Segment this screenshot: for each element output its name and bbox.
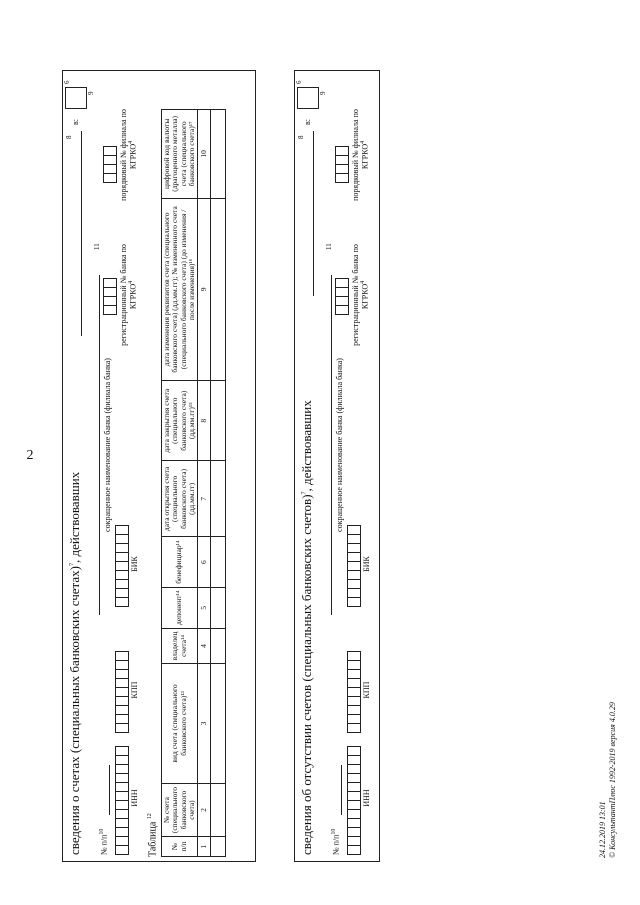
note-6: 6 xyxy=(63,80,71,84)
bik-cells[interactable] xyxy=(115,525,129,607)
table-cell[interactable] xyxy=(211,461,226,537)
column-number: 10 xyxy=(198,110,211,199)
bik-label: БИК xyxy=(130,556,139,572)
column-number: 9 xyxy=(198,198,211,380)
header-cell: бенефициар¹⁴ xyxy=(162,537,198,587)
column-number: 7 xyxy=(198,461,211,537)
kpp-label: КПП xyxy=(130,681,139,699)
note-8: 8 xyxy=(297,135,305,139)
branch-number-label: порядковый № филиала по КГРКО$^4$ xyxy=(119,109,138,201)
header-cell: депонент¹⁴ xyxy=(162,587,198,628)
bank-name-label: сокращенное наименование банка (филиала банка) xyxy=(335,358,344,532)
inn-cells[interactable] xyxy=(347,746,361,855)
note-6: 6 xyxy=(295,80,303,84)
date-box[interactable] xyxy=(65,87,87,109)
column-number: 2 xyxy=(198,783,211,836)
section-no-accounts-heading: сведения об отсутствии счетов (специальных банковских счетов)$^7$, действовавших xyxy=(299,400,314,855)
header-cell: № счета (специального банковского счета) xyxy=(162,783,198,836)
table-row xyxy=(211,110,226,857)
table-cell[interactable] xyxy=(211,198,226,380)
table-header-row xyxy=(162,110,198,857)
note-9: 9 xyxy=(87,91,95,95)
inn-label: ИНН xyxy=(130,789,139,807)
inn-label: ИНН xyxy=(362,789,371,807)
inn-cells[interactable] xyxy=(115,746,129,855)
reg-number-cells[interactable] xyxy=(335,278,349,315)
header-cell: дата изменения реквизитов счета (специального банковского счета) (дд.мм.гг); № измененного счета (специального банковского счета) (до изменения / после изменения)¹⁶ xyxy=(162,198,198,380)
reg-number-label: регистрационный № банка по КГРКО$^4$ xyxy=(351,244,370,346)
table-cell[interactable] xyxy=(211,587,226,628)
table-caption: Таблица $^{12}$ xyxy=(147,813,159,857)
note-11: 11 xyxy=(93,243,101,250)
column-number: 3 xyxy=(198,664,211,784)
bik-cells[interactable] xyxy=(347,525,361,607)
reg-number-cells[interactable] xyxy=(103,278,117,315)
header-cell: вид счета (специального банковского счета)¹³ xyxy=(162,664,198,784)
page-number: 2 xyxy=(26,448,34,463)
date-box[interactable] xyxy=(297,87,319,109)
column-number: 1 xyxy=(198,837,211,857)
bik-label: БИК xyxy=(362,556,371,572)
branch-number-cells[interactable] xyxy=(335,146,349,183)
in-label: в: xyxy=(303,119,312,125)
table-cell[interactable] xyxy=(211,783,226,836)
kpp-label: КПП xyxy=(362,681,371,699)
table-cell[interactable] xyxy=(211,381,226,461)
table-cell[interactable] xyxy=(211,664,226,784)
heading-fill-line xyxy=(313,131,314,296)
kpp-cells[interactable] xyxy=(347,651,361,733)
in-label: в: xyxy=(71,119,80,125)
branch-number-cells[interactable] xyxy=(103,146,117,183)
footer-stamp xyxy=(598,702,619,858)
footer-source: © КонсультантПлюс 1992-2019 версия 4.0.29 xyxy=(608,702,618,858)
section-accounts-heading: сведения о счетах (специальных банковских счетах)$^7$, действовавших xyxy=(67,471,82,855)
table-cell[interactable] xyxy=(211,837,226,857)
reg-number-label: регистрационный № банка по КГРКО$^4$ xyxy=(119,244,138,346)
table-cell[interactable] xyxy=(211,537,226,587)
heading-fill-line xyxy=(81,131,82,336)
accounts-table xyxy=(161,109,226,857)
num-label: № $п/п^{10}$ xyxy=(331,828,341,855)
column-number: 8 xyxy=(198,381,211,461)
kpp-cells[interactable] xyxy=(115,651,129,733)
table-cell[interactable] xyxy=(211,110,226,199)
header-cell: дата открытия счета (специального банковского счета) (дд.мм.гг) xyxy=(162,461,198,537)
column-number: 6 xyxy=(198,537,211,587)
column-number-row xyxy=(198,110,211,857)
header-cell: цифровой код валюты (драгоценного металла) счета (специального банковского счета)¹⁷ xyxy=(162,110,198,199)
header-cell: дата закрытия счета (специального банковского счета) (дд.мм.гг)¹⁵ xyxy=(162,381,198,461)
table-cell[interactable] xyxy=(211,628,226,663)
branch-number-label: порядковый № филиала по КГРКО$^4$ xyxy=(351,109,370,201)
note-9: 9 xyxy=(319,91,327,95)
footer-date: 24.12.2019 13:01 xyxy=(598,801,607,858)
column-number: 4 xyxy=(198,628,211,663)
header-cell: владелец счета¹⁴ xyxy=(162,628,198,663)
header-cell: № п/п xyxy=(162,837,198,857)
section-accounts-block xyxy=(62,70,256,862)
section-no-accounts-block xyxy=(294,70,380,862)
bank-name-label: сокращенное наименование банка (филиала банка) xyxy=(103,358,112,532)
column-number: 5 xyxy=(198,587,211,628)
note-8: 8 xyxy=(65,135,73,139)
num-label: № $п/п^{10}$ xyxy=(99,828,109,855)
note-11: 11 xyxy=(325,243,333,250)
